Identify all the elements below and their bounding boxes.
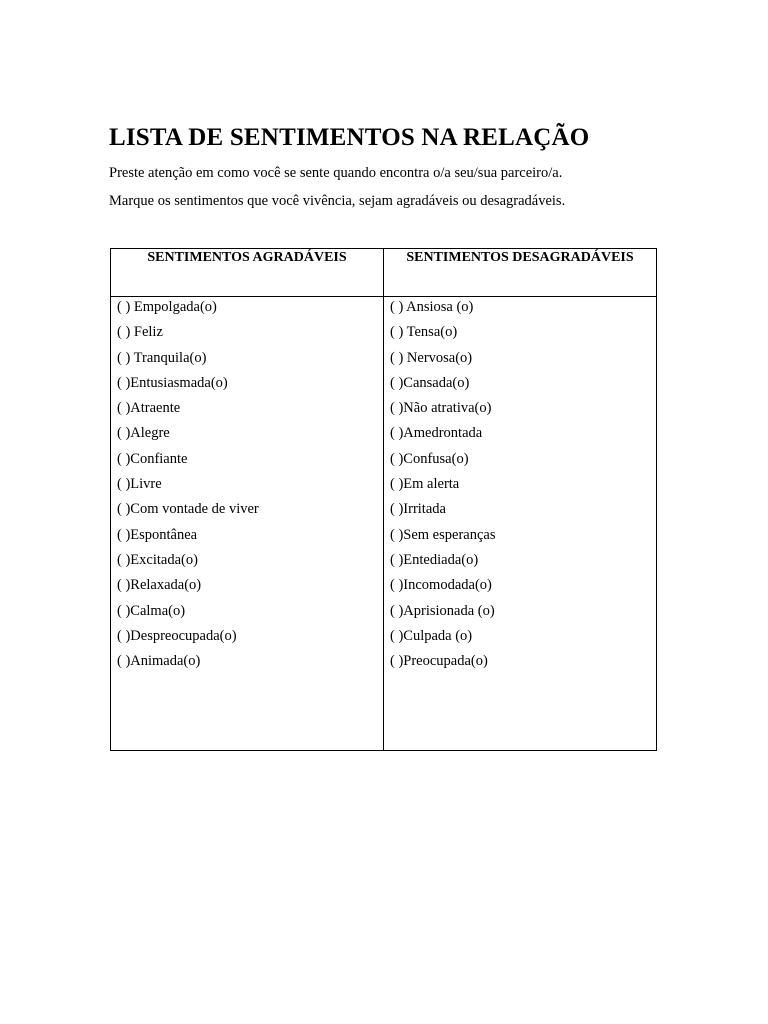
- feeling-item[interactable]: ( )Atraente: [117, 400, 181, 417]
- feeling-item[interactable]: ( )Amedrontada: [390, 425, 483, 442]
- feeling-item[interactable]: ( ) Nervosa(o): [390, 349, 473, 366]
- feelings-table: [110, 248, 657, 751]
- feeling-item[interactable]: ( )Aprisionada (o): [390, 602, 495, 619]
- feeling-item[interactable]: ( )Confiante: [117, 450, 188, 467]
- unpleasant-feelings-list: [384, 297, 656, 676]
- feeling-item[interactable]: ( )Entediada(o): [390, 551, 479, 568]
- feeling-item[interactable]: ( ) Feliz: [117, 324, 163, 341]
- feeling-item[interactable]: ( ) Tranquila(o): [117, 349, 207, 366]
- feeling-item[interactable]: ( )Animada(o): [117, 653, 201, 670]
- feeling-item[interactable]: ( )Entusiasmada(o): [117, 374, 228, 391]
- feeling-item[interactable]: ( )Sem esperanças: [390, 526, 496, 543]
- feeling-item[interactable]: ( )Em alerta: [390, 476, 460, 493]
- intro-line-2: Marque os sentimentos que você vivência, sejam agradáveis ou desagradáveis.: [109, 193, 566, 209]
- feeling-item[interactable]: ( ) Empolgada(o): [117, 299, 217, 315]
- feeling-item[interactable]: ( )Irritada: [390, 501, 446, 518]
- feeling-item[interactable]: ( )Relaxada(o): [117, 577, 202, 594]
- pleasant-feelings-list: [111, 297, 383, 676]
- page-title: LISTA DE SENTIMENTOS NA RELAÇÃO: [109, 124, 590, 151]
- feeling-item[interactable]: ( )Não atrativa(o): [390, 400, 492, 417]
- feeling-item[interactable]: ( )Cansada(o): [390, 374, 470, 391]
- feeling-item[interactable]: ( )Espontânea: [117, 526, 198, 543]
- feeling-item[interactable]: ( )Excitada(o): [117, 551, 198, 568]
- feeling-item[interactable]: ( )Livre: [117, 476, 162, 493]
- feeling-item[interactable]: ( ) Ansiosa (o): [390, 299, 474, 315]
- feeling-item[interactable]: ( )Preocupada(o): [390, 653, 488, 670]
- pleasant-feelings-column: [111, 249, 384, 750]
- feeling-item[interactable]: ( )Com vontade de viver: [117, 501, 259, 518]
- feeling-item[interactable]: ( )Alegre: [117, 425, 170, 442]
- feeling-item[interactable]: ( )Incomodada(o): [390, 577, 492, 594]
- feeling-item[interactable]: ( ) Tensa(o): [390, 324, 458, 341]
- feeling-item[interactable]: ( )Despreocupada(o): [117, 627, 237, 644]
- feeling-item[interactable]: ( )Calma(o): [117, 602, 186, 619]
- pleasant-feelings-header: SENTIMENTOS AGRADÁVEIS: [111, 249, 383, 297]
- unpleasant-feelings-column: [384, 249, 656, 750]
- intro-line-1: Preste atenção em como você se sente quando encontra o/a seu/sua parceiro/a.: [109, 165, 563, 181]
- feeling-item[interactable]: ( )Culpada (o): [390, 627, 473, 644]
- feeling-item[interactable]: ( )Confusa(o): [390, 450, 469, 467]
- unpleasant-feelings-header: SENTIMENTOS DESAGRADÁVEIS: [384, 249, 656, 297]
